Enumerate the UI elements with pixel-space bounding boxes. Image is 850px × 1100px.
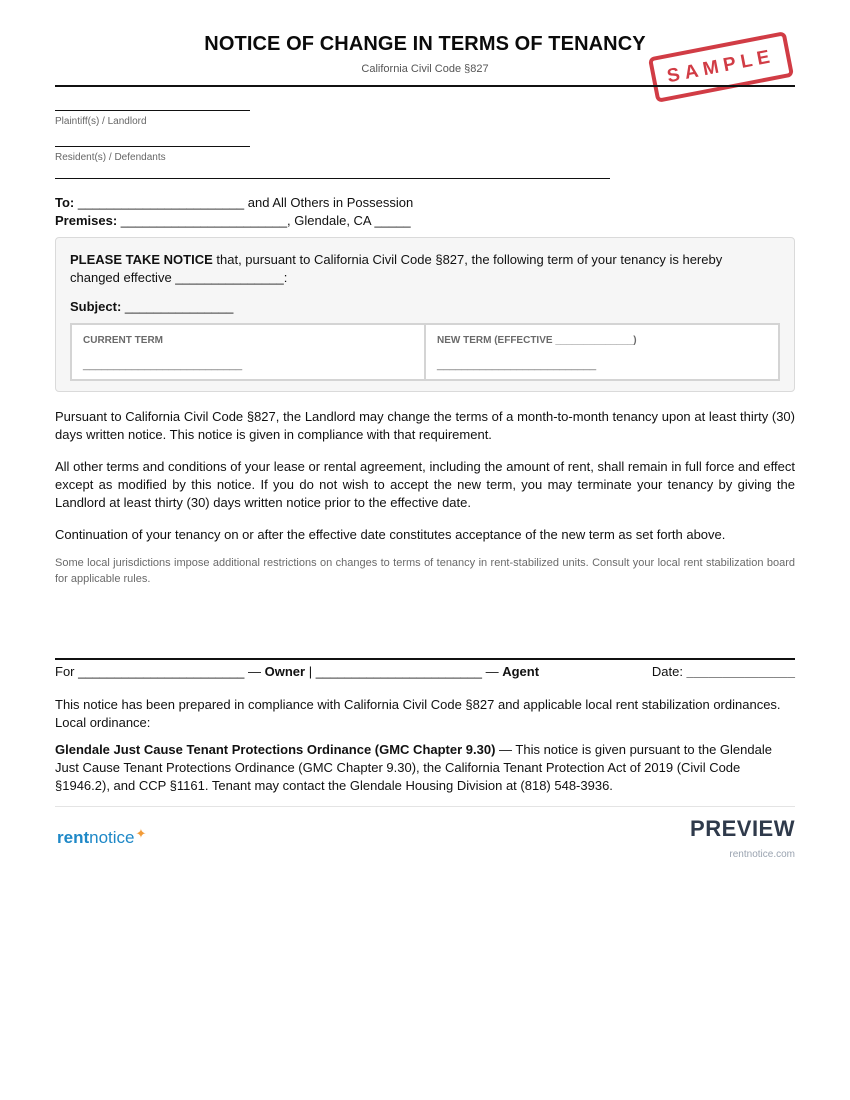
term-table bbox=[70, 323, 780, 381]
new-term-value: __________________________ bbox=[437, 359, 597, 371]
signature-divider bbox=[55, 658, 795, 660]
premises-line bbox=[55, 213, 411, 228]
notice-lead: PLEASE TAKE NOTICE bbox=[70, 252, 213, 267]
preview-label: PREVIEW bbox=[690, 816, 795, 841]
logo-word-rent: rent bbox=[57, 828, 90, 847]
current-term-value: __________________________ bbox=[83, 359, 243, 371]
to-line bbox=[55, 195, 413, 210]
to-text: _______________________ and All Others in Possession bbox=[74, 195, 414, 210]
paragraph-continuation: Continuation of your tenancy on or after the effective date constitutes acceptance of the new term as set forth above. bbox=[55, 527, 726, 542]
ordinance-paragraph bbox=[55, 741, 795, 795]
notice-statement bbox=[70, 251, 770, 287]
to-label: To: bbox=[55, 195, 75, 210]
signature-row bbox=[55, 664, 795, 679]
new-term-cell bbox=[424, 325, 778, 379]
site-url: rentnotice.com bbox=[729, 849, 795, 860]
ordinance-title: Glendale Just Cause Tenant Protections Ordinance (GMC Chapter 9.30) bbox=[55, 742, 496, 757]
paragraph-legal-basis: Pursuant to California Civil Code §827, the Landlord may change the terms of a month-to-month tenancy upon at least thirty (30) days written notice. This notice is given in compliance with that requirement. bbox=[55, 409, 795, 442]
owner-label: Owner bbox=[264, 664, 306, 679]
rentnotice-logo bbox=[57, 828, 146, 848]
logo-word-notice: notice bbox=[89, 828, 135, 847]
caption-divider bbox=[55, 178, 610, 179]
sample-stamp-text: SAMPLE bbox=[665, 45, 777, 88]
date-blank: _______________ bbox=[686, 664, 795, 679]
subject-label: Subject: bbox=[70, 299, 122, 314]
agent-label: Agent bbox=[502, 664, 540, 679]
resident-line bbox=[55, 146, 250, 147]
notice-text: that, pursuant to California Civil Code §827, the following term of your tenancy is hereby changed effective _______________: bbox=[70, 252, 723, 285]
resident-label: Resident(s) / Defendants bbox=[55, 152, 166, 163]
sparkle-icon: ✦ bbox=[135, 826, 147, 841]
signature-for-text: For _______________________ — bbox=[55, 664, 265, 679]
ordinance-text: — This notice is given pursuant to the Glendale Just Cause Tenant Protections Ordinance (GMC Chapter 9.30), the California Tenant Protection Act of 2019 (Civil Code §1946.2), and CCP §1161. Tenant may contact the Glendale Housing Division at (818) 548-3936. bbox=[55, 742, 772, 793]
current-term-header: CURRENT TERM bbox=[83, 335, 163, 346]
subject-blank: _______________ bbox=[121, 299, 234, 314]
jurisdiction-note: Some local jurisdictions impose additional restrictions on changes to terms of tenancy in rent-stabilized units. Consult your local rent stabilization board for applicable rules. bbox=[55, 557, 795, 585]
current-term-cell bbox=[72, 325, 424, 379]
plaintiff-line bbox=[55, 110, 250, 111]
compliance-statement: This notice has been prepared in compliance with California Civil Code §827 and applicable local rent stabilization ordinances. Local ordinance: bbox=[55, 697, 781, 730]
subject-line bbox=[70, 299, 233, 314]
header-divider bbox=[55, 85, 795, 87]
signature-mid-text: | _______________________ — bbox=[305, 664, 503, 679]
premises-text: _______________________, Glendale, CA _____ bbox=[117, 213, 411, 228]
date-field bbox=[652, 664, 795, 679]
date-label: Date: bbox=[651, 664, 687, 679]
paragraph-other-terms: All other terms and conditions of your lease or rental agreement, including the amount of rent, shall remain in full force and effect except as modified by this notice. If you do not wish to accept the new term, you may terminate your tenancy by giving the Landlord at least thirty (30) days written notice prior to the effective date. bbox=[55, 459, 795, 510]
new-term-header: NEW TERM (EFFECTIVE ______________) bbox=[437, 335, 637, 346]
plaintiff-label: Plaintiff(s) / Landlord bbox=[55, 116, 147, 127]
page-subtitle: California Civil Code §827 bbox=[361, 63, 489, 75]
page-title: NOTICE OF CHANGE IN TERMS OF TENANCY bbox=[204, 33, 646, 55]
premises-label: Premises: bbox=[55, 213, 118, 228]
footer-divider bbox=[55, 806, 795, 807]
